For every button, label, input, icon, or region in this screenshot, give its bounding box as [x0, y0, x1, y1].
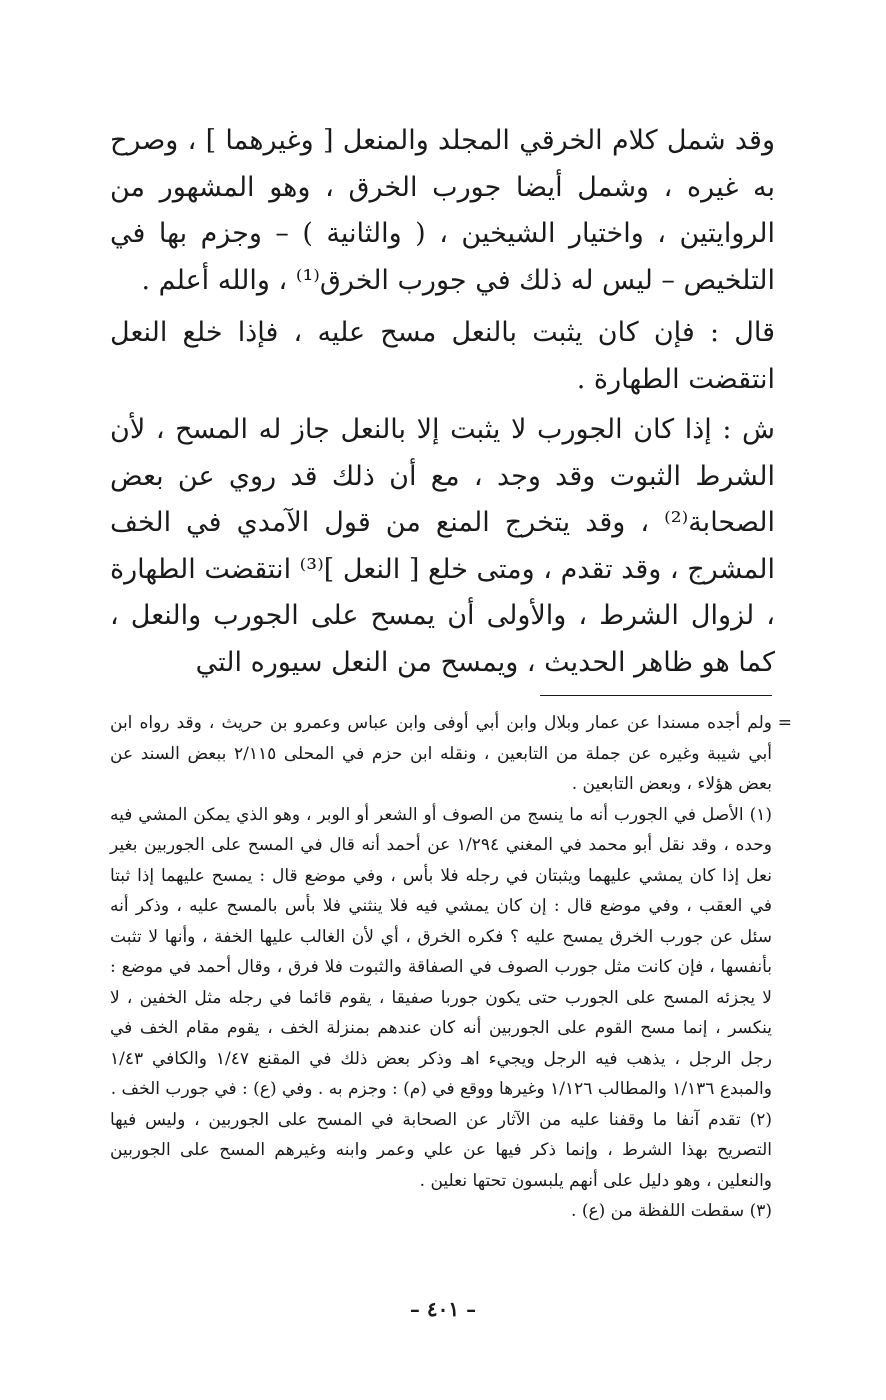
main-paragraph: وقد شمل كلام الخرقي المجلد والمنعل [ وغيرهما ] ، وصرح به غيره ، وشمل أيضا جورب الخرق ، وهو المشهور من الروايتين ، واختيار الشيخين ، ( والثانية ) – وجزم بها في التلخيص – ليس له ذلك في جورب الخرق⁽¹⁾ ، والله أعلم .: [110, 125, 775, 296]
footnote-divider: [540, 695, 772, 696]
continuation-mark: =: [777, 713, 792, 733]
main-text: [110, 118, 775, 686]
page-number: – ٤٠١ –: [409, 1297, 477, 1321]
footnote-3: (٣) سقطت اللفظة من (ع) .: [571, 1201, 772, 1221]
main-paragraph: قال : فإن كان يثبت بالنعل مسح عليه ، فإذا خلع النعل انتقضت الطهارة .: [110, 317, 775, 395]
footnote-2: (٢) تقدم آنفا ما وقفنا عليه من الآثار عن الصحابة في المسح على الجوربين ، وليس فيها التصريح بهذا الشرط ، وإنما ذكر فيها عن علي وعمر وابنه وغيرهم المسح على الجوربين والنعلين ، وهو دليل على أنهم يلبسون تحتها نعلين .: [110, 1109, 772, 1191]
footnote-1: (١) الأصل في الجورب أنه ما ينسج من الصوف أو الشعر أو الوبر ، وهو الذي يمكن المشي فيه وحده ، وقد نقل أبو محمد في المغني ١/٢٩٤ عن أحمد أنه قال في المسح على الجوربين بغير نعل إذا كان يمشي عليهما ويثبتان في رجله فلا بأس ، وفي موضع قال : يمسح عليهما إذا ثبتا في العقب ، وفي موضع قال : إن كان يمشي فيه فلا ينثني فلا بأس بالمسح عليه ، وذكر أنه سئل عن جورب الخرق يمسح عليه ؟ فكره الخرق ، أي لأن الغالب عليها الخفة ، وأنها لا تثبت بأنفسها ، فإن كانت مثل جورب الصوف في الصفاقة والثبوت فلا فرق ، وقال أحمد في موضع : لا يجزئه المسح على الجورب حتى يكون جوربا صفيقا ، يقوم قائما في رجله مثل الخفين ، لا ينكسر ، إنما مسح القوم على الجوربين أنه كان عندهم بمنزلة الخف ، يقوم مقام الخف في رجل الرجل ، يذهب فيه الرجل ويجيء اهـ وذكر بعض ذلك في المقنع ١/٤٧ والكافي ١/٤٣ والمبدع ١/١٣٦ والمطالب ١/١٢٦ وغيرها ووقع في (م) : وجزم به . وفي (ع) : في جورب الخف .: [110, 804, 772, 1099]
main-paragraph: ش : إذا كان الجورب لا يثبت إلا بالنعل جاز له المسح ، لأن الشرط الثبوت وقد وجد ، مع أن ذلك قد روي عن بعض الصحابة⁽²⁾ ، وقد يتخرج المنع من قول الآمدي في الخف المشرج ، وقد تقدم ، ومتى خلع [ النعل ]⁽³⁾ انتقضت الطهارة ، لزوال الشرط ، والأولى أن يمسح على الجورب والنعل ، كما هو ظاهر الحديث ، ويمسح من النعل سيوره التي: [110, 414, 775, 678]
footnotes: [110, 708, 792, 1227]
footnote-continuation: [110, 708, 792, 800]
footnote-continuation-text: ولم أجده مسندا عن عمار وبلال وابن أبي أوفى وابن عباس وعمرو بن حريث ، وقد رواه ابن أبي شيبة وغيره عن جملة من التابعين ، ونقله ابن حزم في المحلى ٢/١١٥ ببعض السند عن بعض هؤلاء ، وبعض التابعين .: [110, 713, 772, 794]
